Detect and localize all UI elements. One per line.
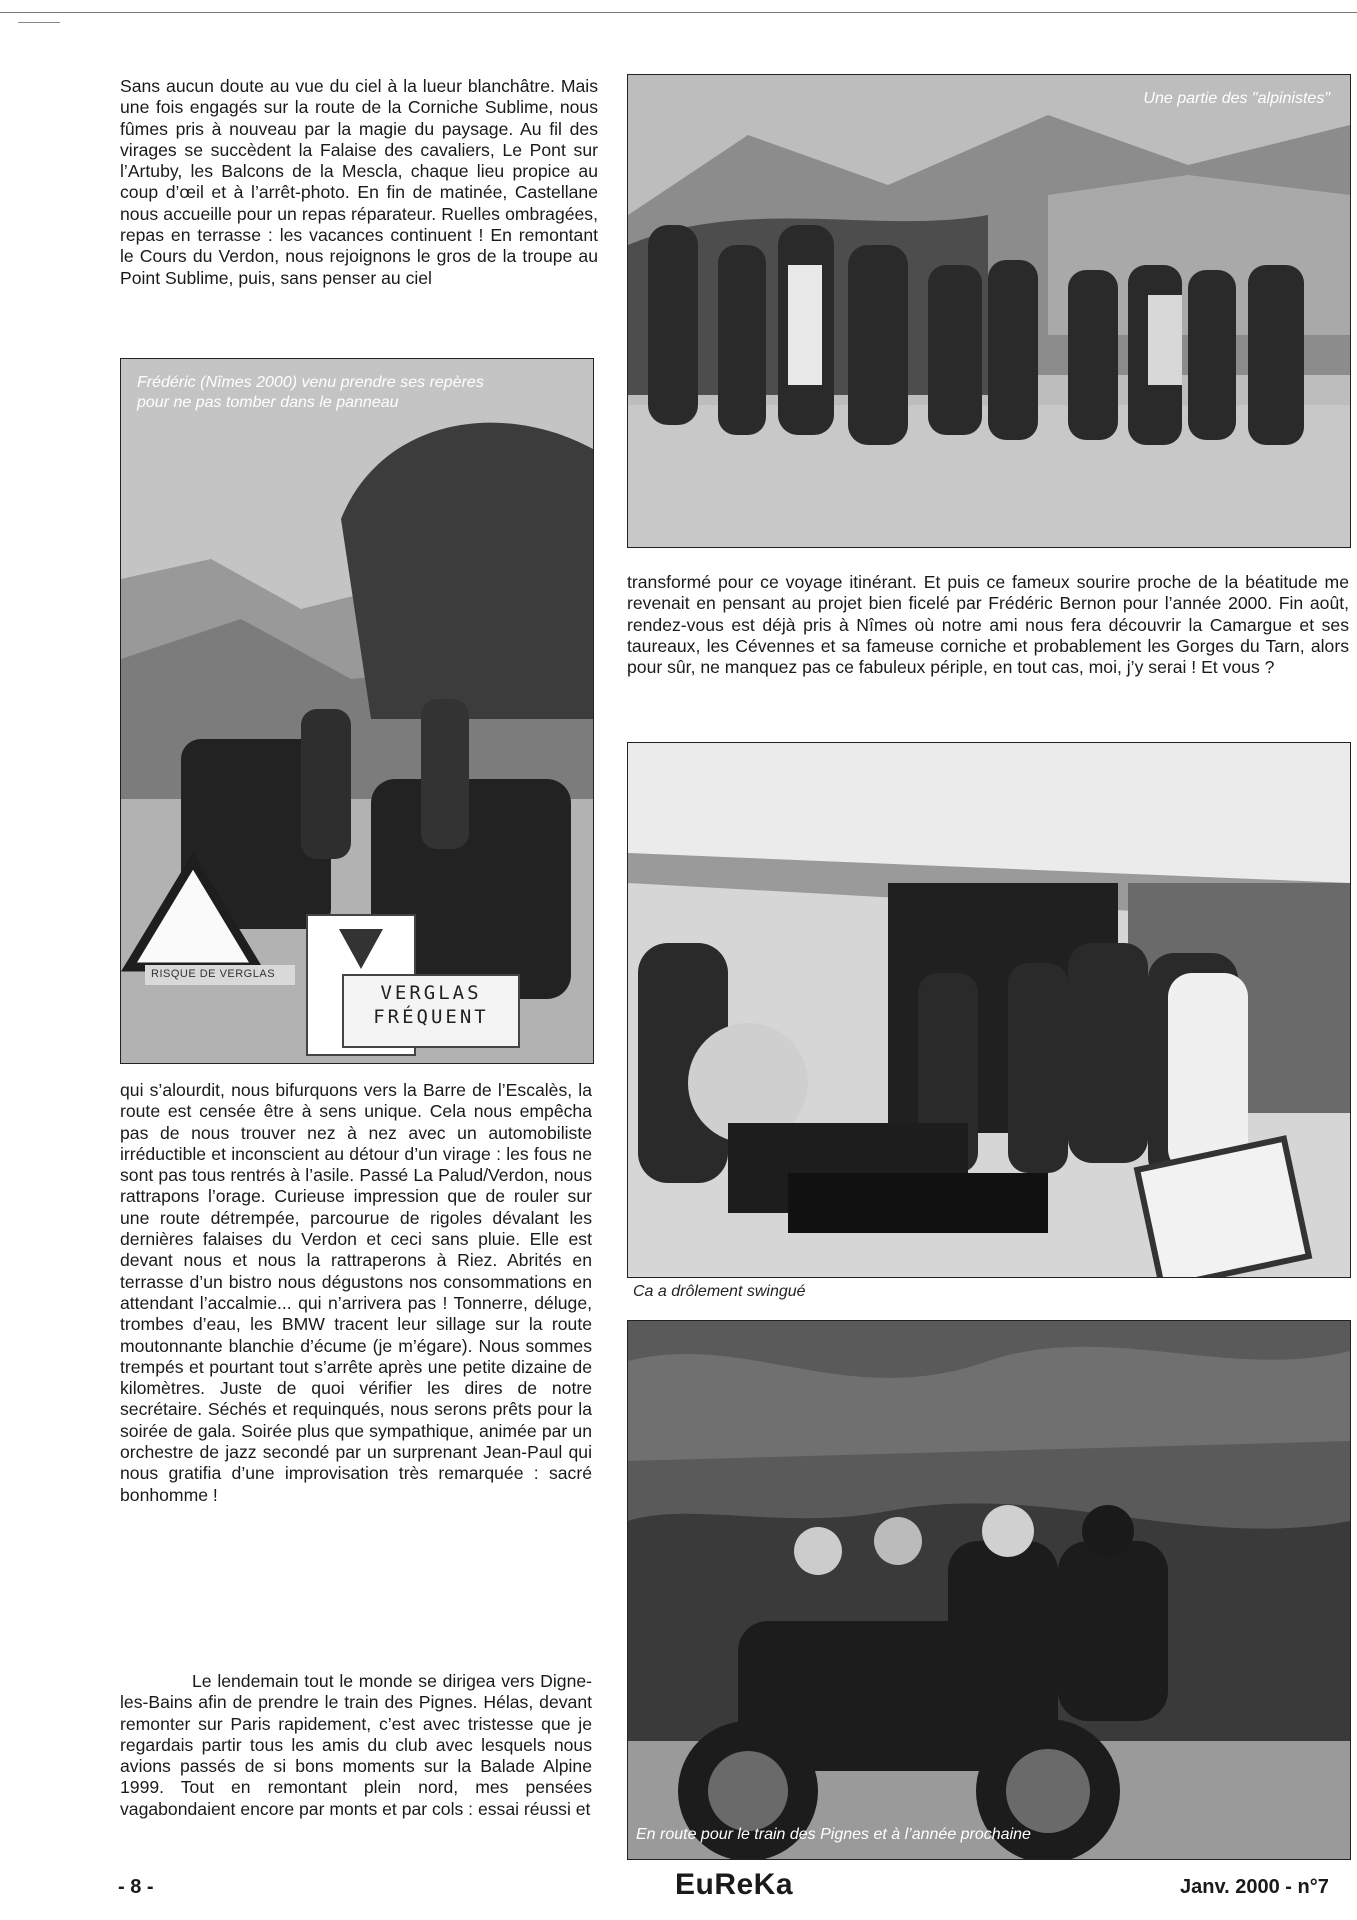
sign-line-verglas: VERGLAS xyxy=(380,982,482,1004)
party-photo-caption: Ca a drôlement swingué xyxy=(633,1283,806,1300)
sign-line-frequent: FRÉQUENT xyxy=(373,1006,489,1028)
verglas-photo-illustration xyxy=(121,359,593,1063)
riders-photo-illustration xyxy=(628,1321,1350,1859)
sign-risque-verglas: RISQUE DE VERGLAS xyxy=(151,968,276,980)
article-paragraph-4: transformé pour ce voyage itinérant. Et puis ce fameux sourire proche de la béatitude me revenait en pensant au projet bien ficelé par Frédéric Bernon pour l’année 2000. Fin août, rendez-vous est déjà pris à Nîmes où notre ami nous fera découvrir la Camargue et ses taureaux, les Cévennes et sa fameuse corniche et probablement les Gorges du Tarn, alors pour sûr, ne manquez pas ce fabuleux périple, en tout cas, moi, j’y serai ! Et vous ? xyxy=(627,572,1349,678)
top-rule xyxy=(0,12,1357,13)
group-photo-caption: Une partie des "alpinistes" xyxy=(1143,90,1330,107)
photo-riders xyxy=(627,1320,1351,1860)
verglas-photo-caption: Frédéric (Nîmes 2000) venu prendre ses repères pour ne pas tomber dans le panneau xyxy=(137,374,484,411)
magazine-logo: EuReKa xyxy=(675,1868,794,1901)
page-number: - 8 - xyxy=(118,1876,154,1898)
photo-party xyxy=(627,742,1351,1278)
issue-date: Janv. 2000 - n°7 xyxy=(1180,1876,1329,1898)
article-paragraph-1: Sans aucun doute au vue du ciel à la lueur blanchâtre. Mais une fois engagés sur la route de la Corniche Sublime, nous fûmes pris à nouveau par la magie du paysage. Au fil des virages se succèdent la Falaise des cavaliers, Le Pont sur l’Artuby, les Balcons de la Mescla, chaque lieu propice au coup d’œil et à l’arrêt-photo. En fin de matinée, Castellane nous accueille pour un repas réparateur. Ruelles ombragées, repas en terrasse : les vacances continuent ! En remontant le Cours du Verdon, nous rejoignons le gros de la troupe au Point Sublime, puis, sans penser au ciel xyxy=(120,76,598,288)
photo-verglas-sign xyxy=(120,358,594,1064)
photo-group-alpinists xyxy=(627,74,1351,548)
article-paragraph-2: qui s’alourdit, nous bifurquons vers la Barre de l’Escalès, la route est censée être à sens unique. Cela nous empêcha pas de nous trouver nez à nez avec un automobiliste irréductible et inconscient au détour d’un virage : les fous ne sont pas tous rentrés à l’asile. Passé La Palud/Verdon, nous rattrapons l’orage. Curieuse impression que de rouler sur une route détrempée, parcourue de rigoles dévalant les dernières falaises du Verdon et ceci sans pluie. Elle est devant nous et nous la rattraperons à Riez. Abrités en terrasse d’un bistro nous dégustons nos consommations en attendant l’accalmie... qui n’arrivera pas ! Tonnerre, déluge, trombes d’eau, les BMW tracent leur sillage sur la route moutonnante blanchie d’écume (je m’égare). Nous sommes trempés et pourtant tout s’arrête après une petite dizaine de kilomètres. Juste de quoi vérifier les dires de notre secrétaire. Séchés et requinqués, nous serons prêts pour la soirée de gala. Soirée plus que sympathique, animée par un orchestre de jazz secondé par un surprenant Jean-Paul qui nous gratifia d’une improvisation très remarquée : sacré bonhomme ! xyxy=(120,1080,592,1505)
party-photo-illustration xyxy=(628,743,1350,1277)
sign-verglas-frequent xyxy=(343,981,519,1029)
article-paragraph-3: Le lendemain tout le monde se dirigea vers Digne-les-Bains afin de prendre le train des Pignes. Hélas, devant remonter sur Paris rapidement, c’est avec tristesse que je regardais partir tous les amis du club avec lesquels nous avions passés de si bons moments sur la Balade Alpine 1999. Tout en remontant plein nord, mes pensées vagabondaient encore par monts et par cols : essai réussi et xyxy=(120,1671,592,1819)
riders-photo-caption: En route pour le train des Pignes et à l’année prochaine xyxy=(636,1826,1031,1843)
top-rule-accent xyxy=(18,22,60,23)
group-photo-illustration xyxy=(628,75,1350,547)
